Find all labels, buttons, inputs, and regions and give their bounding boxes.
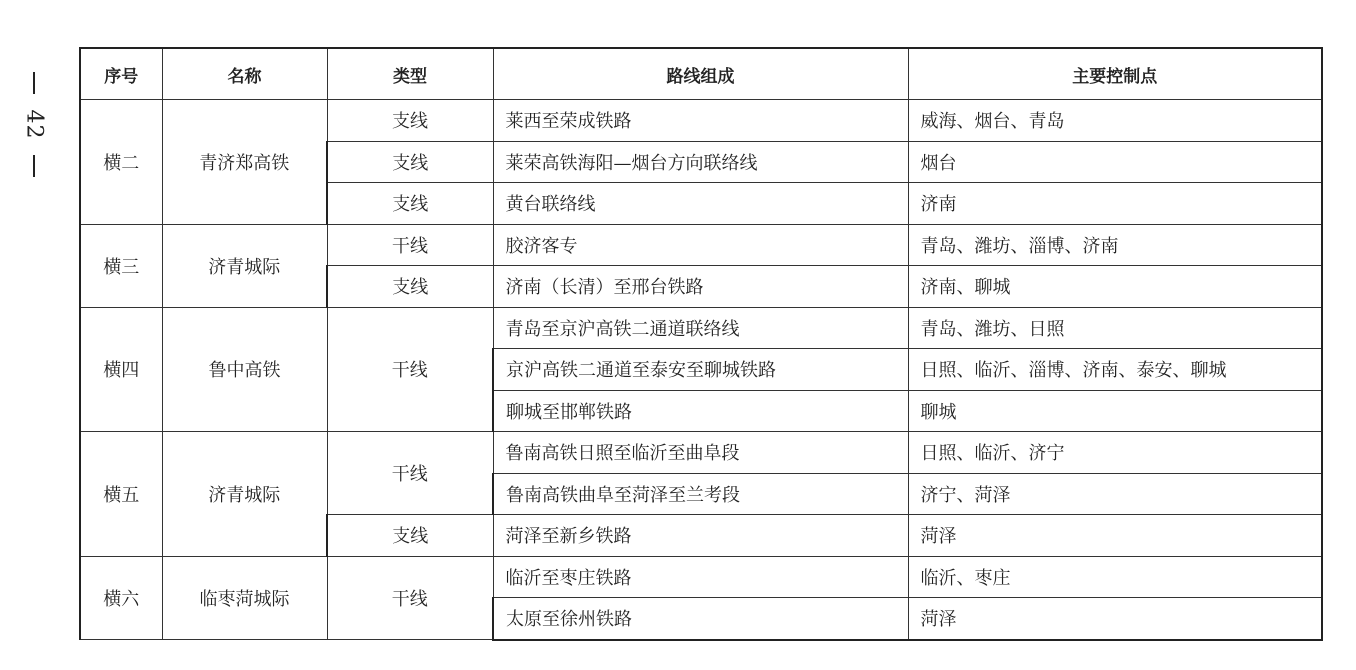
railway-table [79, 47, 1323, 641]
cell-control-points: 菏泽 [908, 515, 1322, 557]
header-control-points: 主要控制点 [908, 48, 1322, 100]
cell-control-points: 威海、烟台、青岛 [908, 100, 1322, 142]
cell-type: 支线 [327, 100, 493, 142]
cell-type: 支线 [327, 515, 493, 557]
page-number-text: 42 [21, 109, 47, 140]
table-row [80, 307, 1322, 349]
cell-control-points: 临沂、枣庄 [908, 556, 1322, 598]
cell-control-points: 菏泽 [908, 598, 1322, 640]
header-type: 类型 [327, 48, 493, 100]
cell-control-points: 聊城 [908, 390, 1322, 432]
cell-route: 太原至徐州铁路 [493, 598, 908, 640]
header-name: 名称 [162, 48, 327, 100]
cell-no: 横二 [80, 100, 162, 225]
header-no: 序号 [80, 48, 162, 100]
cell-type: 支线 [327, 266, 493, 308]
cell-type: 支线 [327, 183, 493, 225]
cell-route: 济南（长清）至邢台铁路 [493, 266, 908, 308]
table-row [80, 556, 1322, 598]
cell-control-points: 日照、临沂、济宁 [908, 432, 1322, 474]
cell-route: 菏泽至新乡铁路 [493, 515, 908, 557]
cell-name: 鲁中高铁 [162, 307, 327, 432]
cell-route: 鲁南高铁曲阜至菏泽至兰考段 [493, 473, 908, 515]
cell-route: 胶济客专 [493, 224, 908, 266]
header-route: 路线组成 [493, 48, 908, 100]
cell-name: 济青城际 [162, 432, 327, 557]
cell-name: 济青城际 [162, 224, 327, 307]
cell-route: 京沪高铁二通道至泰安至聊城铁路 [493, 349, 908, 391]
cell-route: 莱西至荣成铁路 [493, 100, 908, 142]
table-header-row [80, 48, 1322, 100]
table-row [80, 100, 1322, 142]
cell-no: 横六 [80, 556, 162, 640]
cell-control-points: 日照、临沂、淄博、济南、泰安、聊城 [908, 349, 1322, 391]
cell-route: 鲁南高铁日照至临沂至曲阜段 [493, 432, 908, 474]
cell-type: 干线 [327, 307, 493, 432]
cell-route: 莱荣高铁海阳—烟台方向联络线 [493, 141, 908, 183]
cell-name: 青济郑高铁 [162, 100, 327, 225]
cell-no: 横四 [80, 307, 162, 432]
table-row [80, 224, 1322, 266]
cell-control-points: 济南 [908, 183, 1322, 225]
cell-type: 干线 [327, 432, 493, 515]
page-number-dash-top [33, 72, 35, 94]
cell-route: 聊城至邯郸铁路 [493, 390, 908, 432]
cell-control-points: 济南、聊城 [908, 266, 1322, 308]
cell-no: 横五 [80, 432, 162, 557]
cell-no: 横三 [80, 224, 162, 307]
cell-route: 黄台联络线 [493, 183, 908, 225]
cell-route: 临沂至枣庄铁路 [493, 556, 908, 598]
cell-type: 干线 [327, 556, 493, 640]
table-body [80, 100, 1322, 640]
cell-control-points: 青岛、潍坊、日照 [908, 307, 1322, 349]
page-number [22, 72, 46, 202]
cell-name: 临枣菏城际 [162, 556, 327, 640]
cell-type: 干线 [327, 224, 493, 266]
cell-control-points: 济宁、菏泽 [908, 473, 1322, 515]
table-row [80, 432, 1322, 474]
cell-control-points: 青岛、潍坊、淄博、济南 [908, 224, 1322, 266]
cell-type: 支线 [327, 141, 493, 183]
page-number-dash-bottom [33, 155, 35, 177]
cell-control-points: 烟台 [908, 141, 1322, 183]
cell-route: 青岛至京沪高铁二通道联络线 [493, 307, 908, 349]
